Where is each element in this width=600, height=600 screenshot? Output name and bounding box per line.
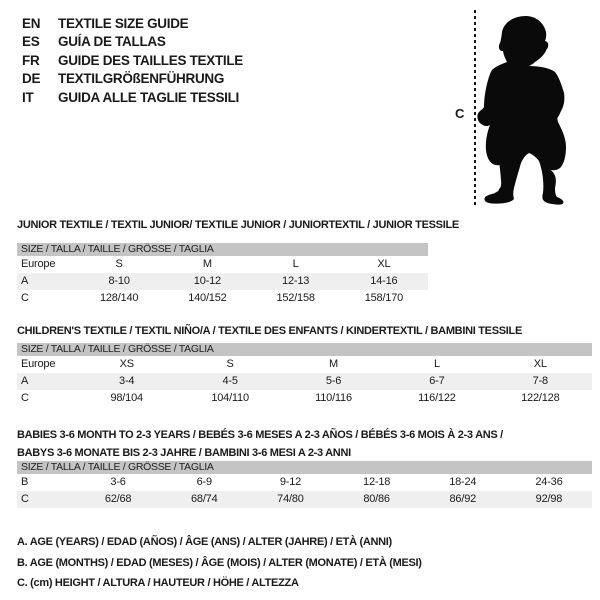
- size-cell: L: [292, 258, 299, 270]
- size-cell: 128/140: [99, 292, 139, 304]
- size-cell: 152/158: [276, 292, 315, 304]
- size-cell: 12-18: [363, 476, 391, 488]
- language-code: EN: [22, 15, 41, 31]
- row-label: Europe: [21, 258, 56, 270]
- toddler-silhouette-icon: [476, 12, 572, 206]
- size-cell: 68/74: [190, 493, 218, 505]
- language-row-de: [22, 70, 243, 89]
- size-cell: 92/98: [535, 493, 563, 505]
- language-code: FR: [22, 52, 40, 68]
- guide-title: GUIDE DES TAILLES TEXTILE: [58, 52, 244, 68]
- section-title-line: BABYS 3-6 MONATE BIS 2-3 JAHRE / BAMBINI 3-6 MESI A 2-3 ANNI: [17, 447, 351, 459]
- section-title-babies: [17, 426, 582, 462]
- size-cell: XL: [533, 358, 547, 370]
- row-label: Europe: [21, 358, 56, 370]
- size-cell: 6-7: [429, 375, 445, 387]
- size-cell: 8-10: [108, 275, 130, 287]
- table-row: [17, 491, 592, 508]
- size-cell: 4-5: [222, 375, 238, 387]
- size-cell: 74/80: [277, 493, 304, 505]
- size-cell: 110/116: [315, 392, 352, 404]
- table-row: [17, 373, 592, 390]
- size-cell: 18-24: [449, 476, 477, 488]
- row-label: C: [21, 292, 29, 304]
- size-cell: 10-12: [193, 275, 221, 287]
- size-cell: 86/92: [449, 493, 477, 505]
- size-cell: 5-6: [325, 375, 342, 387]
- size-cell: 3-4: [119, 375, 135, 387]
- table-row: [17, 474, 592, 491]
- language-code: IT: [22, 89, 34, 105]
- row-label: A: [21, 275, 29, 287]
- size-cell: M: [202, 258, 212, 270]
- guide-title: GUÍA DE TALLAS: [58, 34, 166, 50]
- table-row: [17, 290, 428, 307]
- language-row-fr: [22, 51, 243, 70]
- table-row: [17, 273, 428, 290]
- size-table-babies: [17, 461, 592, 508]
- size-cell: 7-8: [532, 375, 548, 387]
- size-cell: L: [433, 358, 440, 370]
- size-table-children: [17, 343, 592, 407]
- size-cell: 80/86: [363, 493, 390, 505]
- size-cell: 14-16: [370, 275, 398, 287]
- footnote-list: [17, 536, 422, 598]
- size-cell: 140/152: [188, 292, 227, 304]
- section-title-line: BABIES 3-6 MONTH TO 2-3 YEARS / BEBÉS 3-6 MESES A 2-3 AÑOS / BÉBÉS 3-6 MOIS À 2-3 ANS /: [17, 429, 503, 441]
- footnote-height-cm: C. (cm) HEIGHT / ALTURA / HAUTEUR / HÖHE / ALTEZZA: [17, 577, 299, 589]
- guide-title: TEXTILE SIZE GUIDE: [58, 15, 189, 31]
- size-cell: S: [115, 258, 123, 270]
- size-cell: 12-13: [282, 275, 310, 287]
- footnote-age-months: B. AGE (MONTHS) / EDAD (MESES) / ÂGE (MOIS) / ALTER (MONATE) / ETÀ (MESI): [17, 556, 422, 569]
- language-row-es: [22, 33, 243, 52]
- size-cell: 158/170: [364, 292, 404, 304]
- row-label: A: [21, 375, 29, 387]
- size-cell: 98/104: [110, 392, 143, 404]
- language-code: ES: [22, 34, 40, 50]
- section-title-children: CHILDREN'S TEXTILE / TEXTIL NIÑO/A / TEXTILE DES ENFANTS / KINDERTEXTIL / BAMBINI TESSILE: [17, 325, 522, 337]
- size-cell: S: [226, 358, 234, 370]
- row-label: C: [21, 392, 29, 404]
- table-row: [17, 356, 592, 373]
- size-cell: 6-9: [196, 476, 212, 488]
- size-cell: 3-6: [110, 476, 126, 488]
- language-code: DE: [22, 71, 41, 87]
- size-cell: 104/110: [211, 392, 249, 404]
- footnote-age-years: A. AGE (YEARS) / EDAD (AÑOS) / ÂGE (ANS) / ALTER (JAHRE) / ETÀ (ANNI): [17, 536, 392, 548]
- size-cell: 24-36: [535, 476, 563, 488]
- size-header-bar: SIZE / TALLA / TAILLE / GRÖSSE / TAGLIA: [17, 243, 428, 256]
- guide-title: TEXTILGRÖßENFÜHRUNG: [58, 71, 225, 87]
- size-cell: M: [329, 358, 338, 370]
- size-cell: XL: [377, 258, 391, 270]
- guide-title: GUIDA ALLE TAGLIE TESSILI: [58, 89, 239, 105]
- size-table-junior: [17, 243, 428, 307]
- size-cell: 9-12: [279, 476, 302, 488]
- row-label: B: [21, 476, 29, 488]
- size-header-bar: SIZE / TALLA / TAILLE / GRÖSSE / TAGLIA: [17, 343, 592, 356]
- language-row-en: [22, 14, 243, 33]
- table-row: [17, 390, 592, 407]
- row-label: C: [21, 493, 29, 505]
- table-row: [17, 256, 428, 273]
- size-cell: 116/122: [418, 392, 456, 404]
- size-cell: 122/128: [521, 392, 560, 404]
- language-row-it: [22, 88, 243, 107]
- height-measure-label: C: [455, 106, 465, 121]
- size-cell: XS: [119, 358, 134, 370]
- size-cell: 62/68: [104, 493, 132, 505]
- size-header-bar: SIZE / TALLA / TAILLE / GRÖSSE / TAGLIA: [17, 461, 592, 474]
- section-title-junior: JUNIOR TEXTILE / TEXTIL JUNIOR/ TEXTILE JUNIOR / JUNIORTEXTIL / JUNIOR TESSILE: [17, 219, 459, 231]
- language-title-list: [22, 14, 243, 107]
